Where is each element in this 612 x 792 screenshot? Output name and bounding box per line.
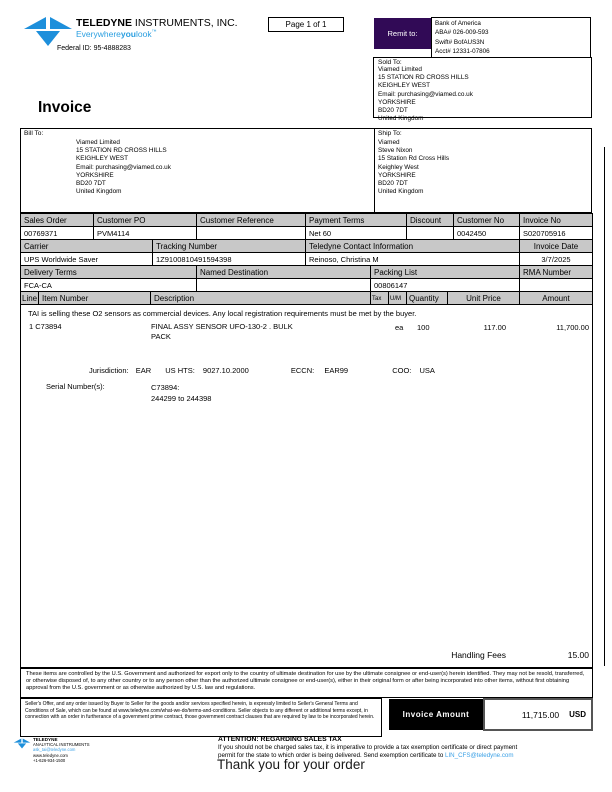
teledyne-logo-icon: [22, 16, 74, 47]
table-value-row: [21, 253, 593, 266]
bank-line: ABA# 026-009-593: [435, 29, 489, 37]
invoice-amount-box: [483, 698, 593, 731]
ship-to-address: [378, 139, 449, 196]
header-cell: Tax: [371, 292, 389, 305]
value-cell: 00769371: [21, 227, 94, 240]
address-line: Steve Nixon: [378, 147, 413, 155]
value-cell: [407, 227, 454, 240]
thank-you-message: Thank you for your order: [217, 757, 365, 772]
compliance-row: [89, 366, 435, 375]
header-cell: Packing List: [371, 266, 520, 279]
company-tagline: [76, 29, 157, 39]
export-control-notice: These items are controlled by the U.S. Government and authorized for export only to the country of ultimate destination for use by the ultimate consignee or end-user(s) herein identified. They may not be resold, transferred, or otherwise disposed of, to any other country or to any person other than the authorized ultimate consignee or end-user(s), either in their original form or after being incorporated into other items, without first obtaining approval from the U.S. government or as otherwise authorized by U.S. law and regulations.: [20, 668, 593, 698]
teledyne-footer-logo-icon: [13, 738, 31, 749]
item-number: C73894: [35, 322, 62, 331]
header-cell: RMA Number: [520, 266, 593, 279]
item-amount: 11,700.00: [556, 323, 589, 332]
address-line: YORKSHIRE: [378, 171, 416, 179]
address-line: 15 Station Rd Cross Hills: [378, 155, 450, 163]
header-cell: Tracking Number: [153, 240, 306, 253]
sold-to-label: Sold To:: [378, 59, 402, 66]
header-cell: Line: [21, 292, 39, 305]
hts-value: 9027.10.2000: [202, 366, 249, 375]
line-item-number: [29, 322, 62, 331]
header-cell: Discount: [407, 214, 454, 227]
footer-company-line: TELEDYNE: [33, 737, 58, 742]
address-line: BD20 7DT: [378, 180, 408, 188]
tagline-part: look: [136, 29, 152, 39]
header-cell: Quantity: [407, 292, 448, 305]
company-name-rest: INSTRUMENTS, INC.: [132, 17, 238, 29]
eccn-value: EAR99: [324, 366, 349, 375]
value-cell: Net 60: [306, 227, 407, 240]
sellers-offer-notice: Seller's Offer, and any order issued by Buyer to Seller for the goods and/or services specified herein, is expressly limited to Seller's General Terms and Conditions of Sale, which can be found at www.teledyne.com/what-we-do/terms-and-conditions. Seller objects to any different or additional terms except, in connection with an order in furtherance of a government prime contract, those government contract clauses that are required by law to be incorporated herein.: [20, 698, 382, 737]
header-cell: Named Destination: [197, 266, 371, 279]
handling-fees-value: 15.00: [567, 650, 589, 660]
header-cell: Customer No: [454, 214, 520, 227]
bank-line: Acct# 12331-07806: [435, 47, 490, 55]
federal-id: Federal ID: 95-4888283: [57, 45, 131, 52]
address-line: BD20 7DT: [76, 180, 106, 188]
header-cell: Invoice Date: [520, 240, 593, 253]
value-cell: [520, 279, 593, 292]
bank-line: Swift# BofAUS3N: [435, 38, 485, 46]
serial-group: C73894:: [151, 383, 180, 392]
sales-tax-attention-title: ATTENTION: REGARDING SALES TAX: [218, 736, 342, 743]
item-uom: ea: [395, 323, 404, 332]
value-cell: 3/7/2025: [520, 253, 593, 266]
address-line: BD20 7DT: [378, 107, 408, 115]
header-cell: Invoice No: [520, 214, 593, 227]
coo-value: USA: [419, 366, 435, 375]
tagline-part: Everywhere: [76, 29, 121, 39]
exemption-email-link[interactable]: LIN_CFS@teledyne.com: [445, 752, 514, 759]
attention-line2-text: permit for the state to which order is being delivered. Send exemption certificate to: [218, 752, 445, 759]
bank-line: Bank of America: [435, 20, 481, 27]
address-line: YORKSHIRE: [76, 171, 114, 179]
value-cell: UPS Worldwide Saver: [21, 253, 153, 266]
bill-ship-divider: [374, 129, 375, 212]
remit-to-label: Remit to:: [374, 18, 431, 49]
sold-to-address: [378, 66, 587, 123]
header-cell: Payment Terms: [306, 214, 407, 227]
item-quantity: 100: [417, 323, 430, 332]
header-cell: Customer Reference: [197, 214, 306, 227]
value-cell: Reinoso, Christina M: [306, 253, 520, 266]
header-cell: Description: [151, 292, 371, 305]
invoice-info-table: [20, 213, 593, 305]
address-line: United Kingdom: [378, 115, 424, 123]
value-cell: 1Z9100810491594398: [153, 253, 306, 266]
header-cell: Amount: [520, 292, 593, 305]
header-cell: Item Number: [39, 292, 151, 305]
address-line: KEIGHLEY WEST: [76, 155, 129, 163]
commercial-note: TAI is selling these O2 sensors as commercial devices. Any local registration requirements must be met by the buyer.: [28, 309, 417, 318]
sales-tax-attention-line1: If you should not be charged sales tax, it is imperative to provide a tax exemption certificate or direct payment: [218, 744, 518, 751]
tagline-part: you: [120, 29, 137, 39]
table-value-row: [21, 227, 593, 240]
right-margin-rule: [604, 147, 605, 666]
handling-fees-label: Handling Fees: [451, 650, 506, 660]
address-line: 15 STATION RD CROSS HILLS: [76, 147, 167, 155]
invoice-title: Invoice: [38, 99, 92, 116]
company-name: [76, 17, 238, 29]
value-cell: PVM4114: [94, 227, 197, 240]
value-cell: [197, 279, 371, 292]
invoice-amount-value: 11,715.00: [521, 709, 560, 720]
address-line: KEIGHLEY WEST: [378, 82, 431, 90]
footer-company-phone: +1-626-934-1500: [33, 757, 66, 763]
line-no: 1: [29, 322, 34, 331]
footer-company-website: www.teledyne.com: [33, 752, 68, 758]
bill-to-label: Bill To:: [24, 130, 44, 137]
value-cell: FCA-CA: [21, 279, 197, 292]
table-header-row: [21, 214, 593, 227]
header-cell: Unit Price: [448, 292, 520, 305]
footer-company-block: [33, 737, 90, 763]
bill-ship-box: [20, 128, 592, 213]
address-line: Viamed Limited: [76, 139, 120, 146]
bill-to-address: [76, 139, 171, 196]
header-cell: Customer PO: [94, 214, 197, 227]
remit-bank-details: [431, 17, 591, 58]
line-items-box: [20, 304, 593, 668]
ship-to-label: Ship To:: [378, 130, 402, 137]
header-cell: Carrier: [21, 240, 153, 253]
header-cell: Teledyne Contact Information: [306, 240, 520, 253]
header-cell: Delivery Terms: [21, 266, 197, 279]
invoice-currency: USD: [569, 710, 586, 719]
address-line: 15 STATION RD CROSS HILLS: [378, 74, 469, 82]
eccn-label: ECCN:: [290, 366, 315, 375]
item-unit-price: 117.00: [483, 323, 506, 332]
value-cell: 0042450: [454, 227, 520, 240]
table-value-row: [21, 279, 593, 292]
jurisdiction-value: EAR: [135, 366, 152, 375]
address-line: Viamed: [378, 139, 400, 146]
table-header-row: [21, 266, 593, 279]
page-indicator: Page 1 of 1: [268, 17, 344, 32]
hts-label: US HTS:: [165, 366, 195, 375]
address-line: United Kingdom: [76, 188, 122, 196]
address-line: Keighley West: [378, 163, 419, 171]
header-cell: U/M: [389, 292, 407, 305]
value-cell: [197, 227, 306, 240]
company-name-bold: TELEDYNE: [76, 17, 133, 29]
footer-company-email: ask_tai@teledyne.com: [33, 747, 76, 753]
jurisdiction-label: Jurisdiction:: [89, 366, 129, 375]
invoice-amount-label: Invoice Amount: [389, 699, 483, 730]
item-description: FINAL ASSY SENSOR UFO-130-2 . BULK PACK: [151, 322, 293, 341]
tagline-tm: ™: [151, 29, 157, 35]
address-line: Viamed Limited: [378, 66, 422, 73]
value-cell: 00806147: [371, 279, 520, 292]
serial-range: 244299 to 244398: [151, 394, 212, 403]
sold-to-box: [373, 57, 592, 123]
address-line: Email: purchasing@viamed.co.uk: [378, 90, 473, 98]
coo-label: COO:: [392, 366, 412, 375]
address-line: United Kingdom: [378, 188, 424, 196]
table-header-row: [21, 240, 593, 253]
address-line: Email: purchasing@viamed.co.uk: [76, 163, 171, 171]
serial-numbers-label: Serial Number(s):: [46, 382, 105, 391]
footer-company-line: ANALYTICAL INSTRUMENTS: [33, 742, 90, 748]
header-cell: Sales Order: [21, 214, 94, 227]
value-cell: S020705916: [520, 227, 593, 240]
address-line: YORKSHIRE: [378, 98, 416, 106]
